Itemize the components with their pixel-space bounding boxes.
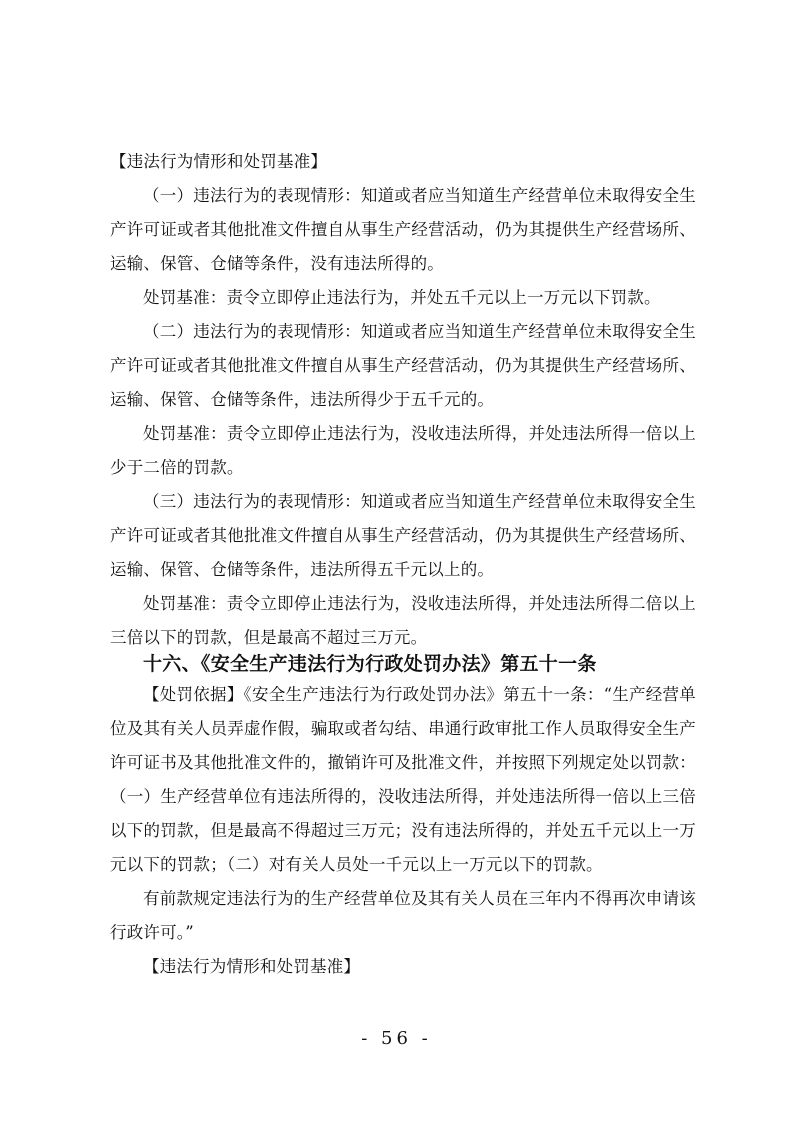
section-label: 【违法行为情形和处罚基准】: [110, 152, 328, 171]
page-number: - 56 -: [361, 1028, 432, 1049]
case-2-description: （二）违法行为的表现情形：知道或者应当知道生产经营单位未取得安全生产许可证或者其他批准文件擅自从事生产经营活动，仍为其提供生产经营场所、运输、保管、仓储等条件，违法所得少于五千元的。: [110, 322, 696, 409]
section-label-2: 【违法行为情形和处罚基准】: [143, 957, 361, 976]
case-3-penalty: 处罚基准：责令立即停止违法行为，没收违法所得，并处违法所得二倍以上三倍以下的罚款，但是最高不超过三万元。: [110, 594, 696, 647]
case-1-penalty: 处罚基准：责令立即停止违法行为，并处五千元以上一万元以下罚款。: [143, 288, 661, 307]
case-1-description: （一）违法行为的表现情形：知道或者应当知道生产经营单位未取得安全生产许可证或者其他批准文件擅自从事生产经营活动，仍为其提供生产经营场所、运输、保管、仓储等条件，没有违法所得的。: [110, 186, 696, 273]
penalty-note: 有前款规定违法行为的生产经营单位及其有关人员在三年内不得再次申请该行政许可。”: [110, 889, 696, 942]
penalty-basis: 【处罚依据】《安全生产违法行为行政处罚办法》第五十一条：“生产经营单位及其有关人员弄虚作假，骗取或者勾结、串通行政审批工作人员取得安全生产许可证书及其他批准文件的，撤销许可及批准文件，并按照下列规定处以罚款：（一）生产经营单位有违法所得的，没收违法所得，并处违法所得一倍以上三倍以下的罚款，但是最高不得超过三万元；没有违法所得的，并处五千元以上一万元以下的罚款；（二）对有关人员处一千元以上一万元以下的罚款。: [110, 685, 696, 874]
case-2-penalty: 处罚基准：责令立即停止违法行为，没收违法所得，并处违法所得一倍以上少于二倍的罚款。: [110, 424, 696, 477]
case-3-description: （三）违法行为的表现情形：知道或者应当知道生产经营单位未取得安全生产许可证或者其他批准文件擅自从事生产经营活动，仍为其提供生产经营场所、运输、保管、仓储等条件，违法所得五千元以上的。: [110, 492, 696, 579]
article-heading: 十六、《安全生产违法行为行政处罚办法》第五十一条: [143, 653, 597, 675]
